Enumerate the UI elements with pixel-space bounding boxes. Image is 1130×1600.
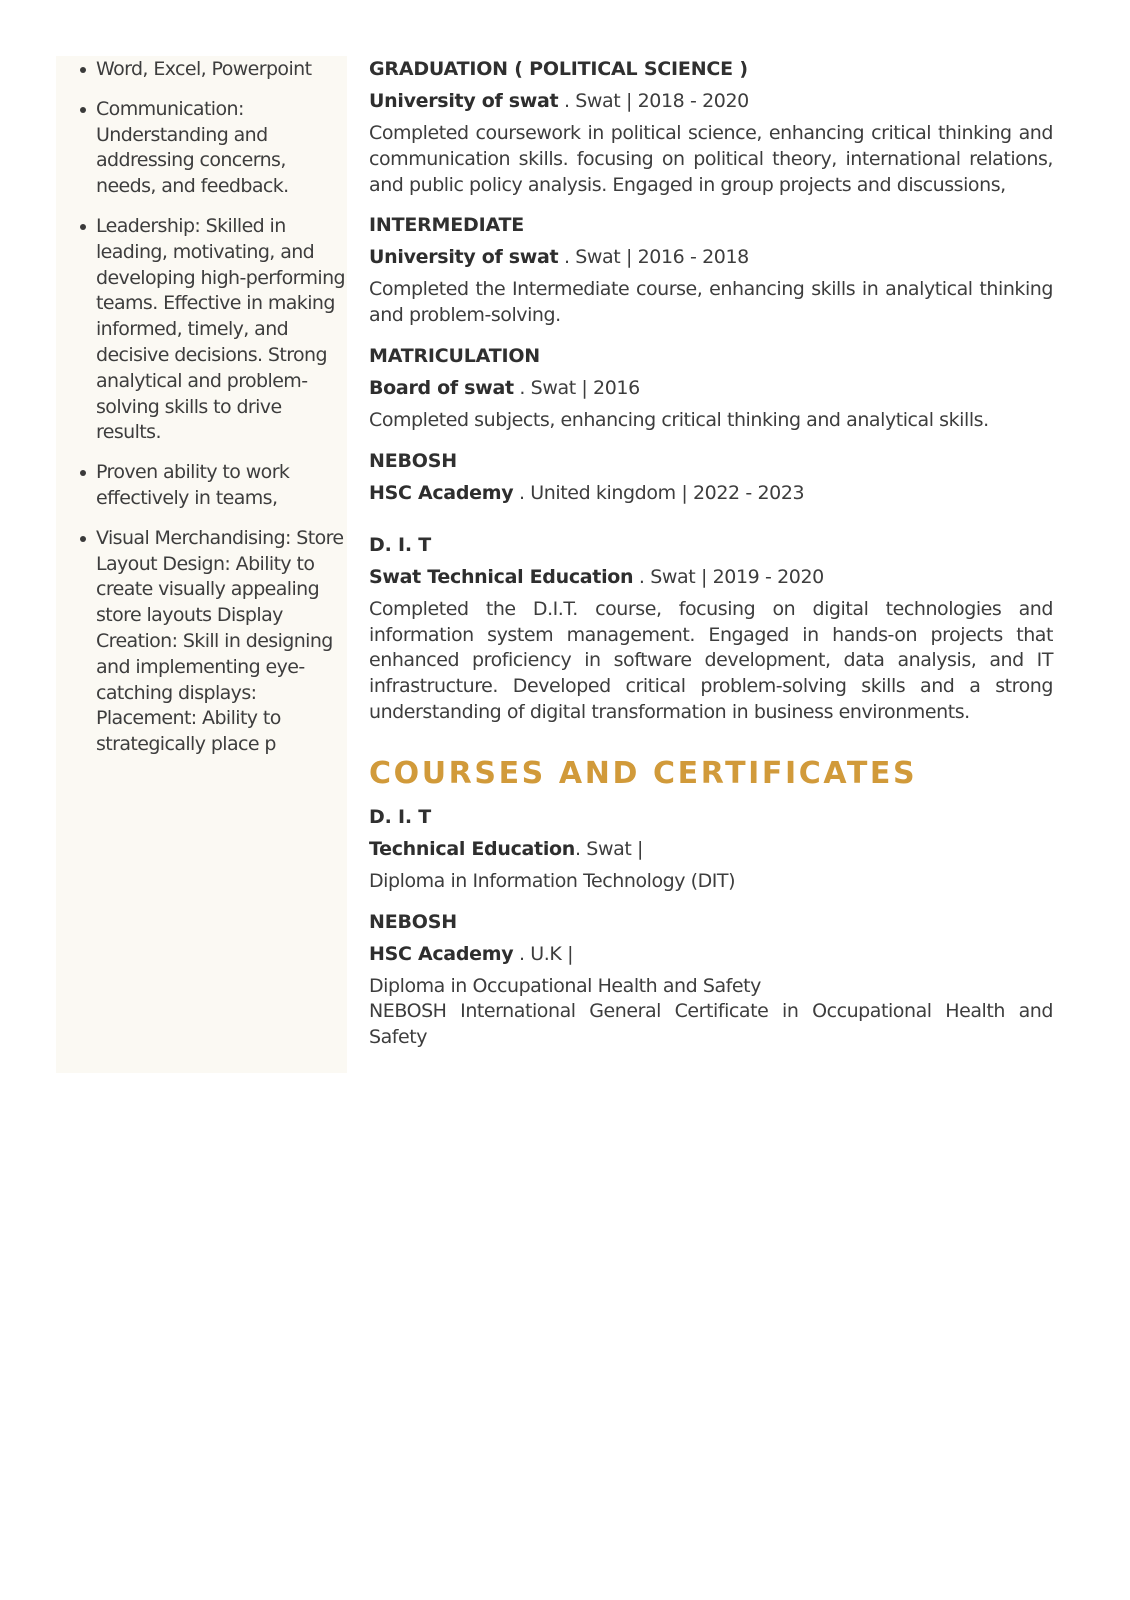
education-entry — [369, 212, 1053, 329]
entry-description: Completed the Intermediate course, enhancing skills in analytical thinking and problem-solving. — [369, 278, 1053, 327]
entry-details: . Swat | 2018 - 2020 — [558, 90, 749, 112]
entry-details: . Swat | 2016 — [513, 376, 640, 399]
entry-description: Completed the D.I.T. course, focusing on digital technologies and information system management. Engaged in hands-on projects that enhanced proficiency in software development, data analysis, and IT infrastructure. Developed critical problem-solving skills and a strong understanding of digital transformation in business environments. — [369, 597, 1053, 723]
entry-title: NEBOSH — [369, 910, 457, 933]
entry-title: GRADUATION ( POLITICAL SCIENCE ) — [369, 58, 748, 80]
entry-subline — [369, 88, 1053, 114]
sidebar — [56, 56, 347, 1073]
entry-subline — [369, 836, 1053, 862]
course-entry — [369, 909, 1053, 1051]
skill-item: Word, Excel, Powerpoint — [78, 57, 348, 83]
education-entry — [369, 343, 1053, 434]
skills-list — [78, 57, 348, 772]
entry-institution: University of swat — [369, 90, 559, 112]
entry-description: Completed subjects, enhancing critical thinking and analytical skills. — [369, 408, 989, 431]
entry-institution: Board of swat — [369, 376, 514, 399]
entry-institution: Technical Education — [369, 837, 576, 860]
entry-title: D. I. T — [369, 533, 432, 556]
entry-title: MATRICULATION — [369, 344, 540, 367]
course-entry — [369, 804, 1053, 895]
entry-subline — [369, 375, 1053, 401]
entry-title: INTERMEDIATE — [369, 214, 525, 237]
entry-institution: HSC Academy — [369, 481, 514, 504]
entry-details: . United kingdom | 2022 - 2023 — [513, 481, 805, 504]
section-title: COURSES AND CERTIFICATES — [369, 755, 918, 791]
entry-subline — [369, 941, 1053, 967]
education-entry — [369, 532, 1053, 726]
entry-subline — [369, 244, 1053, 270]
skill-item: Communication: Understanding and addressing concerns, needs, and feedback. — [78, 97, 348, 200]
entry-description: Completed coursework in political science, enhancing critical thinking and communication skills. focusing on political theory, international relations, and public policy analysis. Engaged in group projects and discussions, — [369, 122, 1053, 196]
course-line: Diploma in Occupational Health and Safety — [369, 974, 761, 997]
main-content — [369, 56, 1053, 1065]
entry-details: . U.K | — [513, 942, 574, 965]
skill-item: Leadership: Skilled in leading, motivating, and developing high-performing teams. Effective in making informed, timely, and decisive decisions. Strong analytical and problem-solving skills to drive results. — [78, 214, 348, 446]
entry-institution: Swat Technical Education — [369, 565, 634, 588]
course-line: NEBOSH International General Certificate in Occupational Health and Safety — [369, 1000, 1053, 1049]
entry-details: . Swat | 2016 - 2018 — [558, 246, 749, 269]
entry-title: NEBOSH — [369, 449, 457, 472]
entry-details: . Swat | — [575, 837, 644, 860]
education-entry — [369, 56, 1053, 198]
entry-institution: HSC Academy — [369, 942, 514, 965]
education-entry — [369, 448, 1053, 506]
entry-institution: University of swat — [369, 246, 559, 269]
entry-title: D. I. T — [369, 805, 432, 828]
skill-item: Visual Merchandising: Store Layout Design: Ability to create visually appealing store layouts Display Creation: Skill in designing and implementing eye-catching displays: Placement: Ability to strategically place p — [78, 526, 348, 758]
course-line: Diploma in Information Technology (DIT) — [369, 869, 736, 892]
skill-item: Proven ability to work effectively in teams, — [78, 460, 348, 512]
entry-details: . Swat | 2019 - 2020 — [633, 565, 824, 588]
entry-subline — [369, 480, 1053, 506]
entry-subline — [369, 564, 1053, 590]
